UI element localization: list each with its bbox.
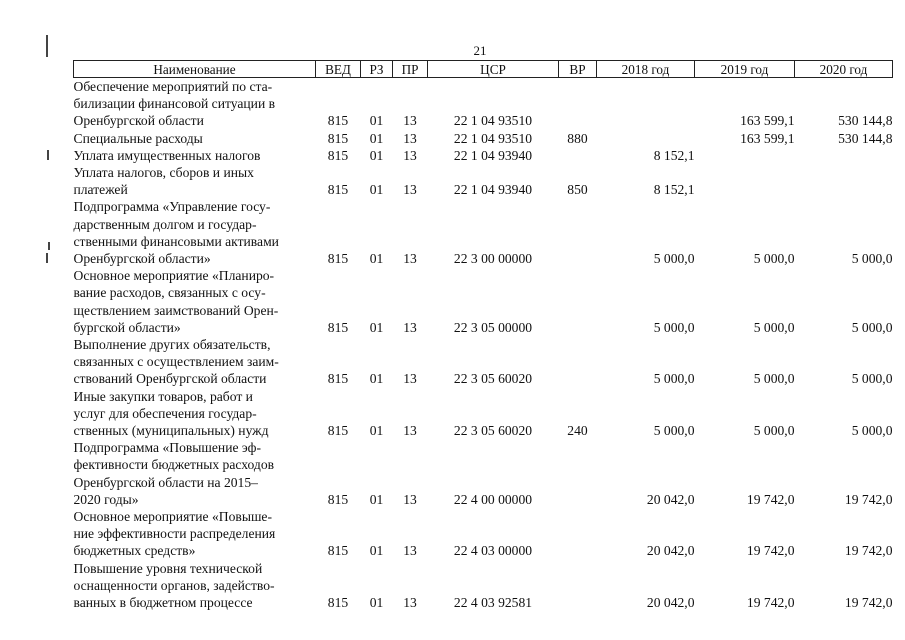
cell-y2018: 20 042,0 xyxy=(646,491,695,507)
cell-y2018: 5 000,0 xyxy=(653,371,695,387)
cell-ved: 815 xyxy=(327,113,349,129)
cell-vr xyxy=(559,78,597,130)
cell-y2020: 530 144,8 xyxy=(838,113,893,129)
row-name-cell xyxy=(74,508,316,560)
row-name-cell xyxy=(74,147,316,164)
cell-y2020 xyxy=(795,164,893,198)
table-row xyxy=(74,560,893,612)
row-name-cell xyxy=(74,164,316,198)
cell-pr: 13 xyxy=(403,251,417,267)
cell-y2020: 5 000,0 xyxy=(851,319,893,335)
cell-vr xyxy=(559,147,597,164)
cell-y2019: 5 000,0 xyxy=(753,371,795,387)
row-name-line: Основное мероприятие «Повыше- xyxy=(73,509,272,525)
cell-y2019: 19 742,0 xyxy=(746,595,795,611)
cell-y2019: 163 599,1 xyxy=(740,130,795,146)
cell-rz: 01 xyxy=(369,113,384,129)
cell-pr: 13 xyxy=(403,423,417,439)
col-header-vr: ВР xyxy=(559,61,597,78)
cell-y2018: 20 042,0 xyxy=(646,543,695,559)
row-name-line: Оренбургской области на 2015– xyxy=(73,474,258,490)
cell-csr: 22 4 00 00000 xyxy=(453,491,533,507)
cell-y2020: 5 000,0 xyxy=(851,371,893,387)
row-name-cell xyxy=(74,439,316,508)
cell-csr: 22 1 04 93510 xyxy=(453,113,533,129)
table-row xyxy=(74,198,893,267)
row-name-line: платежей xyxy=(73,182,128,198)
table-row xyxy=(74,147,893,164)
cell-pr: 13 xyxy=(403,182,417,198)
cell-csr: 22 1 04 93510 xyxy=(453,130,533,146)
cell-ved: 815 xyxy=(327,491,349,507)
table-row xyxy=(74,336,893,388)
table-row xyxy=(74,267,893,336)
row-name-line: Уплата имущественных налогов xyxy=(73,147,261,163)
col-header-2018: 2018 год xyxy=(597,61,695,78)
col-header-ved: ВЕД xyxy=(316,61,361,78)
cell-rz: 01 xyxy=(369,251,384,267)
table-row xyxy=(74,164,893,198)
budget-table xyxy=(73,60,893,611)
page-number: 21 xyxy=(473,43,487,58)
cell-y2019: 19 742,0 xyxy=(746,491,795,507)
table-row xyxy=(74,78,893,130)
cell-y2018: 20 042,0 xyxy=(646,595,695,611)
cell-y2019 xyxy=(695,164,795,198)
row-name-line: Подпрограмма «Повышение эф- xyxy=(73,440,261,456)
cell-y2018: 8 152,1 xyxy=(653,147,695,163)
cell-csr: 22 1 04 93940 xyxy=(453,147,533,163)
cell-rz: 01 xyxy=(369,595,384,611)
cell-ved: 815 xyxy=(327,182,349,198)
row-name-line: Иные закупки товаров, работ и xyxy=(73,388,253,404)
cell-rz: 01 xyxy=(369,130,384,146)
col-header-csr: ЦСР xyxy=(428,61,559,78)
cell-csr: 22 3 05 60020 xyxy=(453,371,533,387)
cell-rz: 01 xyxy=(369,371,384,387)
col-header-2020: 2020 год xyxy=(795,61,893,78)
cell-vr: 240 xyxy=(567,423,588,439)
row-name-line: Основное мероприятие «Планиро- xyxy=(73,268,275,284)
cell-pr: 13 xyxy=(403,595,417,611)
cell-pr: 13 xyxy=(403,371,417,387)
cell-y2018: 5 000,0 xyxy=(653,319,695,335)
cell-vr: 850 xyxy=(567,182,588,198)
cell-ved: 815 xyxy=(327,130,349,146)
row-name-line: Обеспечение мероприятий по ста- xyxy=(73,79,273,94)
row-name-cell xyxy=(74,560,316,612)
row-name-line: ственных (муниципальных) нужд xyxy=(73,423,269,439)
row-name-line: оснащенности органов, задейство- xyxy=(73,577,275,593)
cell-ved: 815 xyxy=(327,595,349,611)
row-name-line: бургской области» xyxy=(73,319,181,335)
cell-y2020: 5 000,0 xyxy=(851,251,893,267)
col-header-rz: РЗ xyxy=(361,61,393,78)
row-name-line: Оренбургской области» xyxy=(73,251,211,267)
col-header-name: Наименование xyxy=(74,61,316,78)
cell-pr: 13 xyxy=(403,543,417,559)
cell-y2018: 5 000,0 xyxy=(653,423,695,439)
row-name-cell xyxy=(74,198,316,267)
table-row xyxy=(74,130,893,147)
cell-vr xyxy=(559,508,597,560)
table-header-row xyxy=(74,61,893,78)
cell-y2019 xyxy=(695,147,795,164)
row-name-line: ванных в бюджетном процессе xyxy=(73,595,253,611)
cell-pr: 13 xyxy=(403,113,417,129)
cell-csr: 22 3 05 60020 xyxy=(453,423,533,439)
row-name-cell xyxy=(74,130,316,147)
row-name-cell xyxy=(74,267,316,336)
cell-y2019: 19 742,0 xyxy=(746,543,795,559)
row-name-line: связанных с осуществлением заим- xyxy=(73,354,279,370)
cell-y2019: 5 000,0 xyxy=(753,319,795,335)
row-name-line: Специальные расходы xyxy=(73,130,203,146)
cell-y2020 xyxy=(795,147,893,164)
cell-pr: 13 xyxy=(403,130,417,146)
cell-y2018: 8 152,1 xyxy=(653,182,695,198)
cell-vr xyxy=(559,198,597,267)
cell-rz: 01 xyxy=(369,423,384,439)
cell-rz: 01 xyxy=(369,319,384,335)
cell-vr xyxy=(559,267,597,336)
table-row xyxy=(74,439,893,508)
row-name-line: ствований Оренбургской области xyxy=(73,371,267,387)
cell-rz: 01 xyxy=(369,543,384,559)
cell-vr xyxy=(559,560,597,612)
cell-y2019: 5 000,0 xyxy=(753,423,795,439)
cell-ved: 815 xyxy=(327,147,349,163)
row-name-line: бюджетных средств» xyxy=(73,543,196,559)
cell-csr: 22 1 04 93940 xyxy=(453,182,533,198)
row-name-line: билизации финансовой ситуации в xyxy=(73,96,276,112)
cell-csr: 22 3 00 00000 xyxy=(453,251,533,267)
cell-y2019: 163 599,1 xyxy=(740,113,795,129)
cell-csr: 22 3 05 00000 xyxy=(453,319,533,335)
row-name-line: услуг для обеспечения государ- xyxy=(73,405,257,421)
row-name-line: Уплата налогов, сборов и иных xyxy=(73,165,254,181)
row-name-line: Подпрограмма «Управление госу- xyxy=(73,199,271,215)
table-row xyxy=(74,508,893,560)
row-name-line: дарственным долгом и государ- xyxy=(73,216,257,232)
cell-y2019: 5 000,0 xyxy=(753,251,795,267)
row-name-line: фективности бюджетных расходов xyxy=(73,457,275,473)
cell-pr: 13 xyxy=(403,319,417,335)
cell-rz: 01 xyxy=(369,491,384,507)
row-name-line: Повышение уровня технической xyxy=(73,560,263,576)
row-name-line: Оренбургской области xyxy=(73,113,204,129)
cell-y2020: 530 144,8 xyxy=(838,130,893,146)
cell-pr: 13 xyxy=(403,491,417,507)
row-name-cell xyxy=(74,336,316,388)
cell-vr xyxy=(559,336,597,388)
table-row xyxy=(74,388,893,440)
cell-rz: 01 xyxy=(369,182,384,198)
cell-ved: 815 xyxy=(327,319,349,335)
cell-y2020: 5 000,0 xyxy=(851,423,893,439)
cell-y2018 xyxy=(597,78,695,130)
row-name-cell xyxy=(74,78,316,130)
row-name-line: 2020 годы» xyxy=(73,491,139,507)
cell-y2020: 19 742,0 xyxy=(844,543,893,559)
row-name-cell xyxy=(74,388,316,440)
cell-y2018 xyxy=(597,130,695,147)
cell-ved: 815 xyxy=(327,371,349,387)
cell-csr: 22 4 03 00000 xyxy=(453,543,533,559)
cell-vr: 880 xyxy=(567,130,588,146)
cell-y2018: 5 000,0 xyxy=(653,251,695,267)
col-header-2019: 2019 год xyxy=(695,61,795,78)
cell-pr: 13 xyxy=(403,147,417,163)
col-header-pr: ПР xyxy=(393,61,428,78)
cell-ved: 815 xyxy=(327,251,349,267)
row-name-line: ственными финансовыми активами xyxy=(73,233,279,249)
cell-y2020: 19 742,0 xyxy=(844,491,893,507)
cell-vr xyxy=(559,439,597,508)
cell-csr: 22 4 03 92581 xyxy=(453,595,533,611)
table-body xyxy=(74,78,893,612)
row-name-line: ние эффективности распределения xyxy=(73,526,276,542)
row-name-line: Выполнение других обязательств, xyxy=(73,337,271,353)
cell-ved: 815 xyxy=(327,423,349,439)
cell-ved: 815 xyxy=(327,543,349,559)
row-name-line: ществлением заимствований Орен- xyxy=(73,302,279,318)
cell-y2020: 19 742,0 xyxy=(844,595,893,611)
row-name-line: вание расходов, связанных с осу- xyxy=(73,285,266,301)
cell-rz: 01 xyxy=(369,147,384,163)
